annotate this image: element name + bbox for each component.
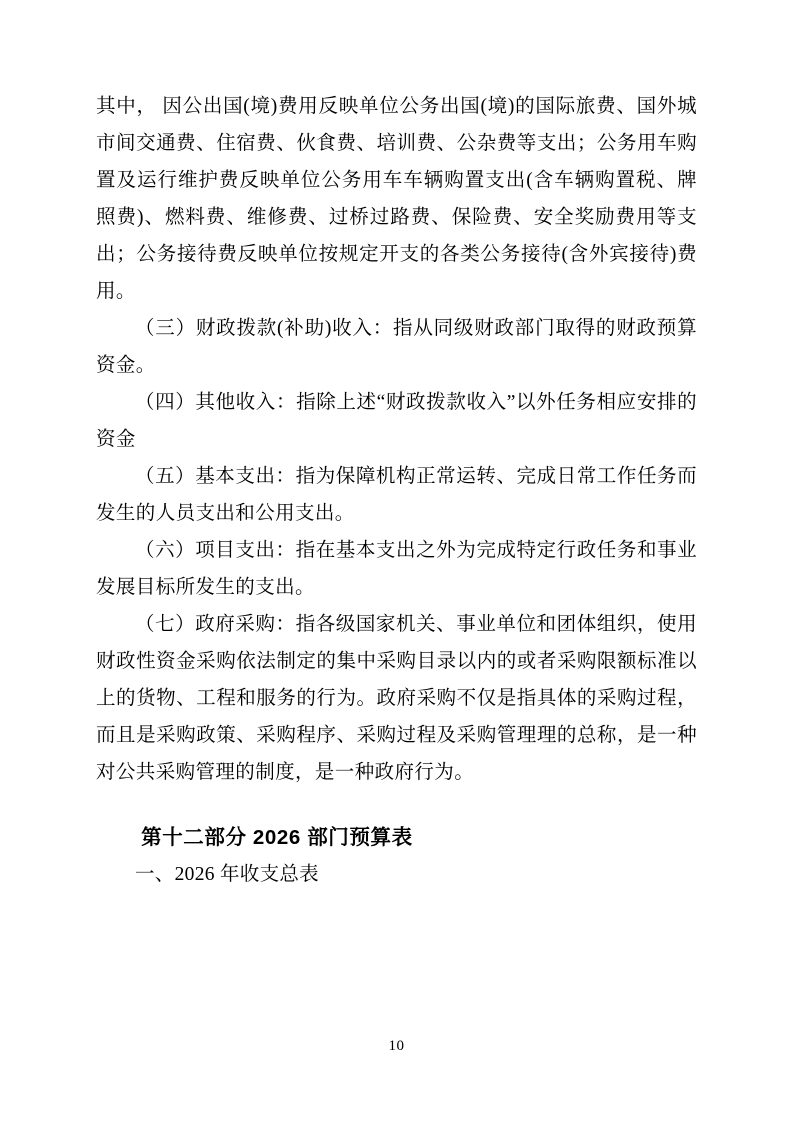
section-heading-part-twelve: 第十二部分 2026 部门预算表 xyxy=(141,826,413,849)
paragraph-item-three: （三）财政拨款(补助)收入：指从同级财政部门取得的财政预算资金。 xyxy=(96,318,697,376)
paragraph-expense-details: 其中， 因公出国(境)费用反映单位公务出国(境)的国际旅费、国外城市间交通费、住宿费、伙食费、培训费、公杂费等支出；公务用车购置及运行维护费反映单位公务用车车辆购置支出(含车辆购置税、牌照费)、燃料费、维修费、过桥过路费、保险费、安全奖励费用等支出；公务接待费反映单位按规定开支的各类公务接待(含外宾接待)费用。 xyxy=(96,96,697,302)
paragraph-item-five: （五）基本支出：指为保障机构正常运转、完成日常工作任务而发生的人员支出和公用支出。 xyxy=(96,466,697,524)
paragraph-item-seven: （七）政府采购：指各级国家机关、事业单位和团体组织，使用财政性资金采购依法制定的集中采购目录以内的或者采购限额标准以上的货物、工程和服务的行为。政府采购不仅是指具体的采购过程，而且是采购政策、采购程序、采购过程及采购管理理的总称，是一种对公共采购管理的制度，是一种政府行为。 xyxy=(96,614,697,783)
sub-heading-budget-table: 一、2026 年收支总表 xyxy=(135,864,319,885)
paragraph-item-six: （六）项目支出：指在基本支出之外为完成特定行政任务和事业发展目标所发生的支出。 xyxy=(96,540,697,598)
paragraph-item-four: （四）其他收入：指除上述“财政拨款收入”以外任务相应安排的资金 xyxy=(96,392,697,450)
page-number: 10 xyxy=(388,1038,405,1054)
document-body xyxy=(96,88,697,893)
